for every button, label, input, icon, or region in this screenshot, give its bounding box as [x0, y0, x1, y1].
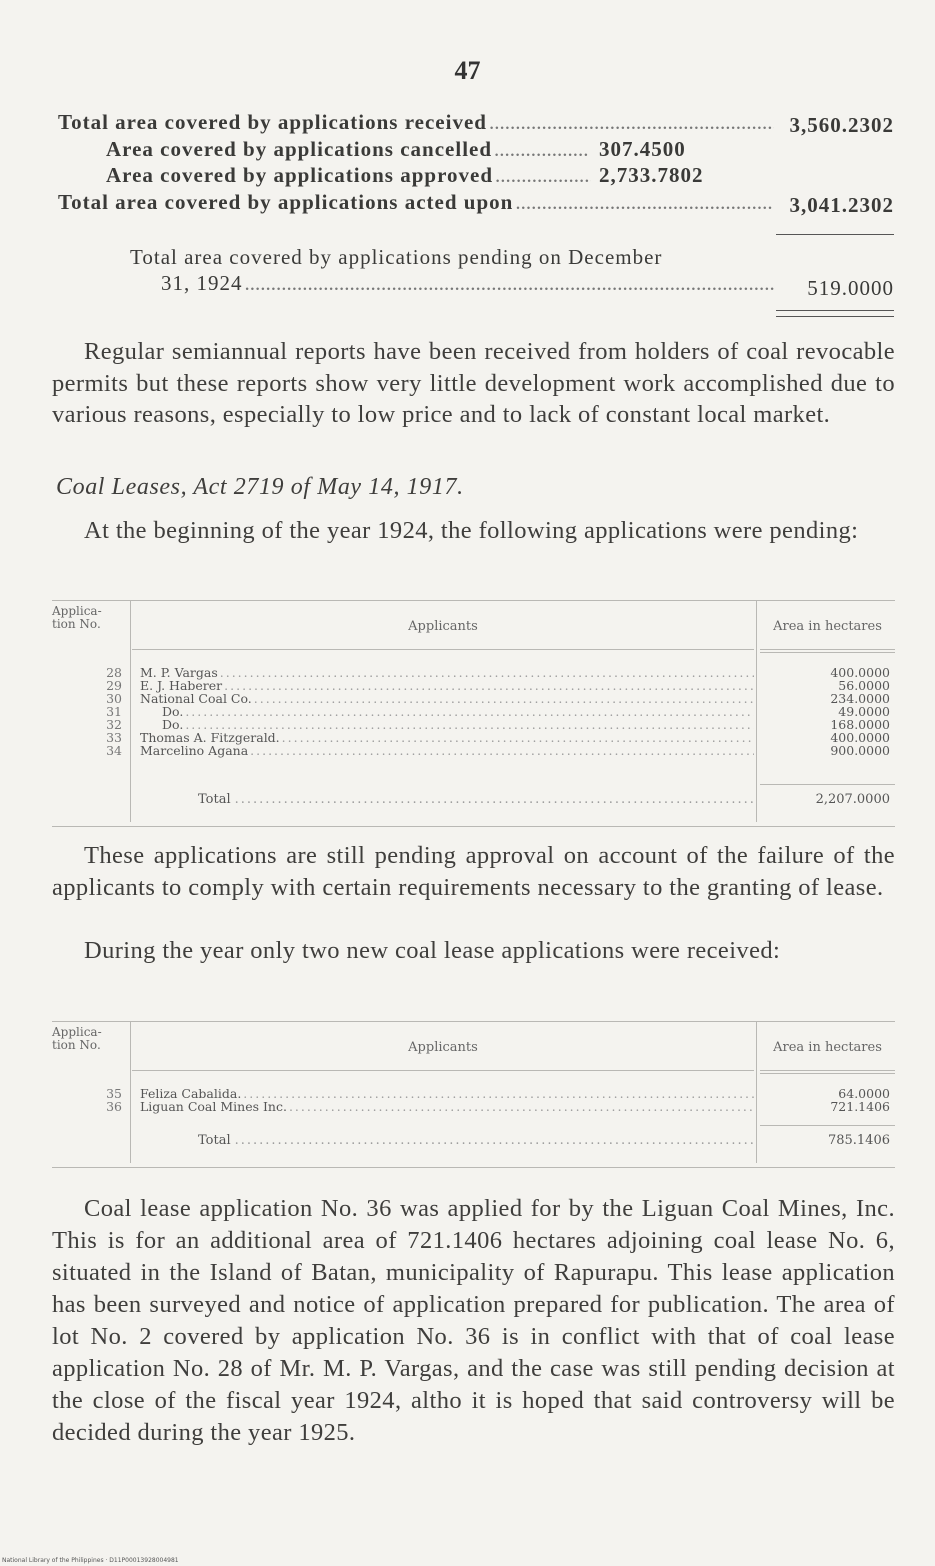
col-header-application-no: Applica- tion No.	[52, 604, 102, 631]
summary-value-acted: 3,041.2302	[789, 193, 894, 217]
paragraph-text: At the beginning of the year 1924, the following applications were pending:	[84, 517, 859, 544]
paragraph-text: Regular semiannual reports have been received from holders of coal revocable permits but these reports show very little development work accomplished due to various reasons, especially to low price and to lack of constant local market.	[52, 338, 895, 428]
total-value: 785.1406	[827, 1133, 890, 1148]
summary-row-approved	[106, 163, 776, 189]
paragraph-text: Coal lease application No. 36 was applied for by the Liguan Coal Mines, Inc. This is for an additional area of 721.1406 hectares adjoining coal lease No. 6, situated in the Island of Batan, municipality of Rapurapu. This lease application has been surveyed and notice of application prepared for publication. The area of lot No. 2 covered by application No. 36 is in conflict with that of coal lease application No. 28 of Mr. M. P. Vargas, and the case was still pending decision at the close of the fiscal year 1924, altho it is hoped that said controversy will be decided during the year 1925.	[52, 1195, 895, 1446]
col-header-applicants: Applicants	[408, 1040, 478, 1055]
paragraph-still-pending	[52, 840, 895, 903]
application-no: 30	[106, 691, 122, 706]
area-value: 721.1406	[830, 1099, 890, 1114]
applicant-name: Marcelino Agana	[140, 743, 249, 758]
table-row	[52, 744, 895, 757]
application-no: 31	[106, 704, 122, 719]
application-no: 28	[106, 665, 122, 680]
area-value: 234.0000	[830, 691, 890, 706]
summary-row-cancelled	[106, 137, 776, 163]
paragraph-text: These applications are still pending approval on account of the failure of the applicants to comply with certain requirements necessary to the granting of lease.	[52, 842, 895, 901]
area-value: 168.0000	[830, 717, 890, 732]
section-heading: Coal Leases, Act 2719 of May 14, 1917.	[56, 474, 464, 500]
paragraph-new-applications	[52, 935, 895, 967]
applicant-name: Do.	[162, 704, 184, 719]
total-label: Total	[198, 1133, 231, 1148]
area-value: 64.0000	[838, 1086, 890, 1101]
table-row	[52, 1100, 895, 1113]
applicant-name: Liguan Coal Mines Inc.	[140, 1099, 287, 1114]
leader-dots	[495, 163, 591, 188]
sum-rule	[776, 234, 894, 235]
application-no: 33	[106, 730, 122, 745]
pending-applications-table	[52, 600, 895, 832]
area-value: 400.0000	[830, 730, 890, 745]
table-total-row	[52, 792, 895, 808]
summary-label: Area covered by applications approved	[106, 163, 494, 187]
total-value: 2,207.0000	[815, 792, 890, 807]
applicant-name: M. P. Vargas	[140, 665, 218, 680]
paragraph-text: During the year only two new coal lease applications were received:	[84, 937, 781, 964]
applicant-name: Thomas A. Fitzgerald.	[140, 730, 280, 745]
leader-dots	[515, 190, 774, 215]
double-rule-bottom	[776, 316, 894, 317]
application-no: 35	[106, 1086, 122, 1101]
area-value: 900.0000	[830, 743, 890, 758]
summary-label: Total area covered by applications acted upon	[58, 190, 514, 214]
pending-label: Total area covered by applications pending on December	[130, 245, 663, 269]
col-header-application-no: Applica- tion No.	[52, 1025, 102, 1052]
pending-line-2	[161, 271, 776, 297]
col-header-area: Area in hectares	[773, 619, 882, 634]
pending-line-1	[130, 245, 780, 271]
paragraph-coal-permits	[52, 336, 895, 431]
applicant-name: National Coal Co.	[140, 691, 252, 706]
applicant-name: Feliza Cabalida.	[140, 1086, 242, 1101]
leader-dots	[494, 137, 589, 162]
col-header-area: Area in hectares	[773, 1040, 882, 1055]
table-total-row	[52, 1133, 895, 1149]
summary-label: Area covered by applications cancelled	[106, 137, 493, 161]
col-header-applicants: Applicants	[408, 619, 478, 634]
application-no: 32	[106, 717, 122, 732]
paragraph-pending-intro	[52, 515, 895, 547]
area-value: 49.0000	[838, 704, 890, 719]
summary-value-received: 3,560.2302	[789, 113, 894, 137]
scan-footer: National Library of the Philippines · D11P00013928004981	[2, 1557, 179, 1564]
summary-row-acted	[58, 190, 776, 216]
area-value: 56.0000	[838, 678, 890, 693]
summary-row-received	[58, 110, 776, 136]
application-no: 34	[106, 743, 122, 758]
application-no: 29	[106, 678, 122, 693]
pending-value: 519.0000	[807, 276, 894, 300]
summary-inner-value: 2,733.7802	[599, 163, 704, 187]
new-applications-table	[52, 1021, 895, 1171]
summary-inner-value: 307.4500	[599, 137, 686, 161]
applicant-name: E. J. Haberer	[140, 678, 223, 693]
page-number: 47	[454, 56, 481, 85]
application-no: 36	[106, 1099, 122, 1114]
double-rule-top	[776, 310, 894, 311]
paragraph-application-36	[52, 1193, 895, 1449]
summary-label: Total area covered by applications received	[58, 110, 487, 134]
total-label: Total	[198, 792, 231, 807]
area-value: 400.0000	[830, 665, 890, 680]
leader-dots	[489, 110, 774, 135]
pending-date: 31, 1924	[161, 271, 243, 295]
leader-dots	[245, 271, 775, 296]
applicant-name: Do.	[162, 717, 184, 732]
